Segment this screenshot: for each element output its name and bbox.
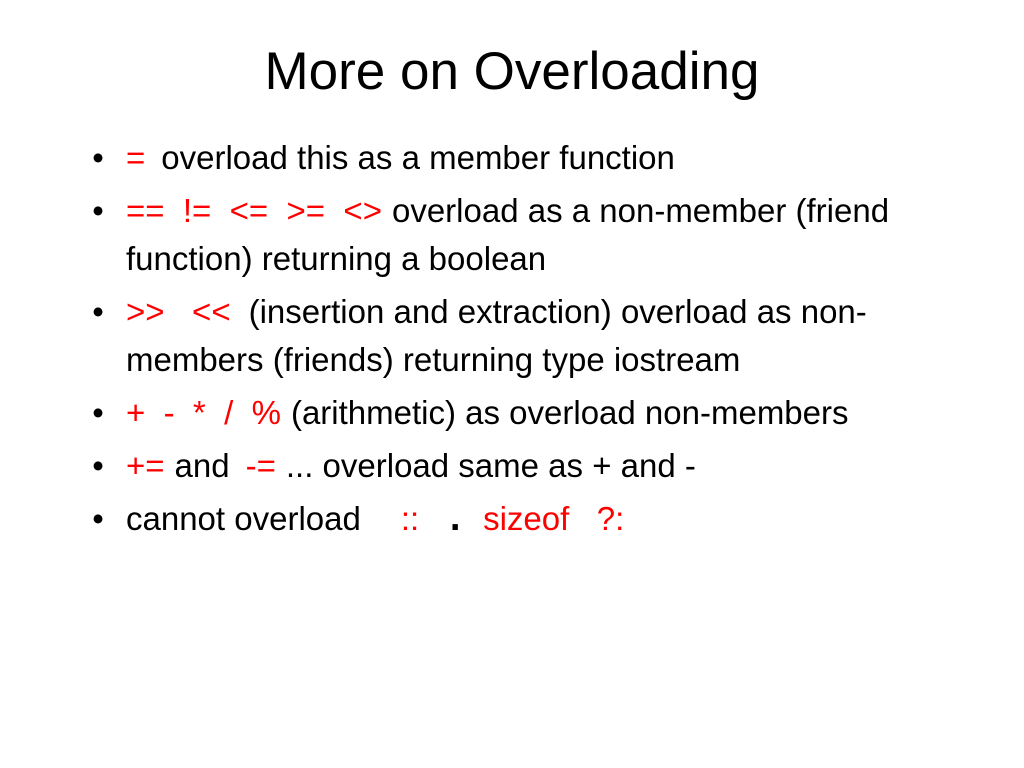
bullet-text: overload as a non-member (friend function) returning a boolean <box>126 192 890 277</box>
bullet-item <box>78 389 958 437</box>
operator-text: == != <= >= <> <box>126 192 382 229</box>
bullet-text: (insertion and extraction) overload as non-members (friends) returning type iostream <box>126 293 867 378</box>
bullet-list <box>78 134 958 548</box>
operator-text: >> << <box>126 293 231 330</box>
bullet-text: ... overload same as + and - <box>285 447 696 484</box>
bullet-marker: • <box>92 192 104 229</box>
operator-dot: . <box>445 499 466 538</box>
bullet-text: cannot overload <box>126 500 361 537</box>
bullet-marker: • <box>92 394 104 431</box>
bullet-item <box>78 442 958 490</box>
bullet-text: and <box>174 447 230 484</box>
bullet-text: (arithmetic) as overload non-members <box>290 394 849 431</box>
slide-title: More on Overloading <box>264 42 760 101</box>
bullet-marker: • <box>92 139 104 176</box>
bullet-item <box>78 288 958 384</box>
bullet-text: overload this as a member function <box>161 139 675 176</box>
bullet-item <box>78 134 958 182</box>
bullet-item <box>78 187 958 283</box>
operator-text: + - * / % <box>126 394 281 431</box>
bullet-marker: • <box>92 447 104 484</box>
bullet-marker: • <box>92 293 104 330</box>
bullet-marker: • <box>92 500 104 537</box>
operator-text: = <box>126 139 146 176</box>
operator-text: += <box>126 447 165 484</box>
bullet-item <box>78 495 958 543</box>
operator-text: :: <box>400 500 420 537</box>
operator-text: -= <box>245 447 276 484</box>
operator-text: sizeof ?: <box>483 500 625 537</box>
